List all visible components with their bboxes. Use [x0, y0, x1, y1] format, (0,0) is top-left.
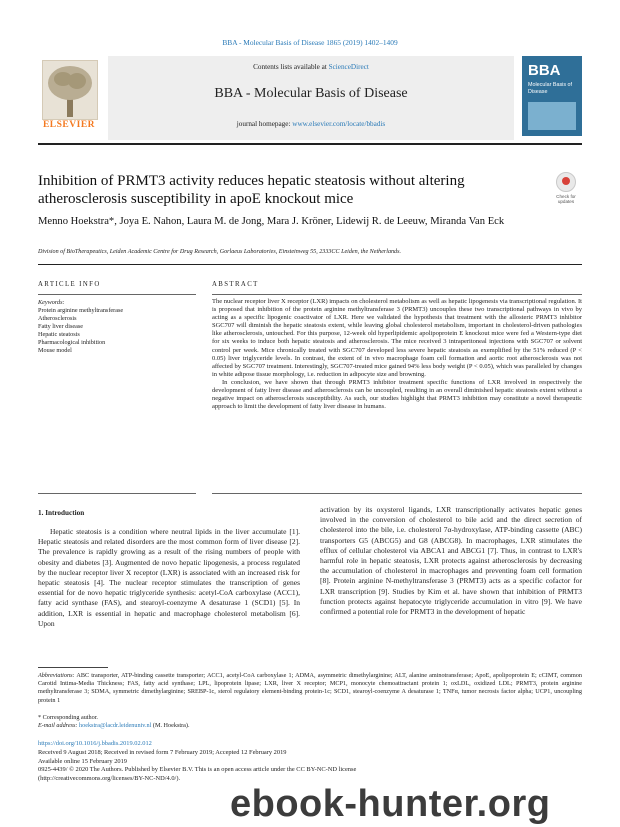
abbreviations-label: Abbreviations:: [38, 672, 75, 679]
body-column-left: Hepatic steatosis is a condition where neutral lipids in the liver accumulate [1]. Hepatic steatosis and related disorders are the most common form of liver disease [2]. The prevalence is rapidly growing as a result of the rising numbers of people with obesity and diabetes [3]. Augmented de novo hepatic lipogenesis, a process regulated by the nuclear receptor liver X receptor (LXR) is associated with an increased risk for hepatic steatosis [4]. The nuclear receptor stimulates the transcription of genes essential for de novo hepatic triglyceride synthesis: acetyl-CoA carboxylase (ACC1), fatty acid synthase (FAS), and stearoyl-coenzyme A desaturase 1 (SCD1) [5]. In addition, LXR is essential in hepatic and macrophage cholesterol metabolism [6]. Upon: [38, 527, 300, 628]
license-link[interactable]: (http://creativecommons.org/licenses/BY-NC-ND/4.0/).: [38, 774, 181, 782]
article-dates: [38, 749, 582, 783]
journal-header: [38, 56, 582, 140]
email-link[interactable]: hoekstra@lacdr.leidenuniv.nl: [79, 722, 152, 729]
abstract-bottom-rule: [212, 493, 582, 494]
abstract-paragraph: In conclusion, we have shown that through PRMT3 inhibitor treatment specific functions of LXR involved in respectively the development of fatty liver disease and atherosclerosis can be uncoupled, resulting in an overall diminished hepatic steatosis extent without a negative impact on atherosclerosis susceptibility. As such, our studies highlight that PRMT3 inhibition may constitute a novel therapeutic approach to limit the development of fatty liver disease in humans.: [212, 378, 582, 411]
abstract-heading: ABSTRACT: [212, 281, 259, 288]
homepage-line: journal homepage: www.elsevier.com/locate/bbadis: [236, 120, 386, 128]
footnote-divider: [38, 667, 108, 668]
abstract-body: [212, 298, 582, 411]
author-list: Menno Hoekstra*, Joya E. Nahon, Laura M. de Jong, Mara J. Kröner, Lidewij R. de Leeuw, Miranda Van Eck: [38, 216, 505, 227]
keyword-list: [38, 307, 198, 356]
email-suffix: (M. Hoekstra).: [151, 722, 190, 729]
section-heading: 1. Introduction: [38, 509, 85, 517]
journal-cover: [522, 56, 582, 136]
email-label: E-mail address:: [38, 722, 78, 729]
keyword-item: Protein arginine methyltransferase: [38, 307, 124, 314]
watermark: [230, 782, 610, 826]
email-note: [38, 722, 582, 730]
journal-title: BBA - Molecular Basis of Disease: [214, 86, 408, 101]
affiliation: Division of BioTherapeutics, Leiden Academic Centre for Drug Research, Gorlaeus Laboratories, Einsteinweg 55, 2333CC Leiden, the Netherlands.: [38, 249, 401, 255]
keywords-label: Keywords:: [38, 299, 65, 306]
journal-banner: [108, 56, 514, 140]
abbreviations-footnote: [38, 672, 582, 705]
check-updates-label: Check for updates: [556, 194, 576, 204]
article-info-bottom-rule: [38, 493, 196, 494]
body-column-right: activation by its oxysterol ligands, LXR transcriptionally activates hepatic genes involved in the conversion of cholesterol to bile acid and the direct secretion of cholesterol into the bile, i.e. cholesterol 7α-hydroxylase, ATP-binding cassette (ABC) transporters G5 (ABCG5) and G8 (ABCG8). In macrophages, LXR stimulates the efflux of cellular cholesterol via ABCA1 and ABCG1 [7]. Thus, in contrast to LXR's harmful role in hepatic steatosis, LXR protects against atherosclerosis by decreasing the accumulation of cholesterol in macrophages and preventing foam cell formation [8]. Protein arginine N-methyltransferase 3 (PRMT3) acts as a specific cofactor for LXR transcription [9]. Studies by Kim et al. have shown that inhibition of PRMT3 function protects against hepatocyte triglyceride accumulation in vitro [9]. We have confirmed a potential role for PRMT3 in the development of hepatic: [320, 505, 582, 617]
keyword-item: Mouse model: [38, 347, 72, 355]
elsevier-logo: [38, 60, 100, 134]
cover-image: [528, 102, 576, 130]
article-info-heading: ARTICLE INFO: [38, 281, 101, 288]
keyword-item: Atherosclerosis: [38, 315, 77, 323]
keyword-item: Pharmacological inhibition: [38, 339, 106, 347]
title-divider: [38, 264, 582, 265]
article-title: Inhibition of PRMT3 activity reduces hepatic steatosis without altering atherosclerosis susceptibility in apoE knockout mice: [38, 173, 465, 207]
cover-subtitle: Molecular Basis of Disease: [528, 82, 573, 95]
cover-title: BBA: [528, 62, 561, 79]
keyword-item: Hepatic steatosis: [38, 331, 80, 339]
article-info-rule: [38, 294, 196, 295]
contents-line: Contents lists available at ScienceDirect: [253, 63, 369, 71]
publisher-logo-text: ELSEVIER: [42, 120, 96, 130]
homepage-link[interactable]: www.elsevier.com/locate/bbadis: [292, 120, 386, 128]
keyword-item: Fatty liver disease: [38, 323, 84, 331]
corresponding-author-note: * Corresponding author.: [38, 714, 98, 721]
abstract-rule: [212, 294, 582, 295]
check-for-updates-button[interactable]: [552, 172, 580, 208]
journal-citation[interactable]: BBA - Molecular Basis of Disease 1865 (2019) 1402–1409: [222, 38, 398, 47]
abbreviations-text: ABC transporter, ATP-binding cassette transporter; ACC1, acetyl-CoA carboxylase 1; ADMA, asymmetric dimethylarginine; ALT, alanine aminotransferase; ApoE, apolipoprotein E; cCIMT, common Carotid Intima-Media Thickness; FAS, fatty acid synthase; LPL, lipoprotein lipase; LXR, liver X receptor; MCP1, monocyte chemoattractant protein 1; oxLDL, oxidized LDL; PRMT3, protein arginine methyltransferase 3; SDMA, symmetric dimethylarginine; SREBP-1c, sterol regulatory element-binding protein-1c; SCD1, stearoyl-coenzyme A desaturase 1; TNFα, tumor necrosis factor alpha; UCP1, uncoupling protein 1: [38, 672, 582, 704]
watermark-text: ebook-hunter.org: [230, 783, 551, 825]
sciencedirect-link[interactable]: ScienceDirect: [328, 63, 369, 71]
online-date: Available online 15 February 2019: [38, 757, 127, 765]
doi-link[interactable]: https://doi.org/10.1016/j.bbadis.2019.02.012: [38, 740, 152, 747]
header-divider: [38, 143, 582, 145]
received-dates: Received 9 August 2018; Received in revised form 7 February 2019; Accepted 12 February 2019: [38, 749, 287, 756]
check-updates-icon: [556, 172, 576, 192]
abstract-paragraph: The nuclear receptor liver X receptor (LXR) impacts on cholesterol metabolism as well as hepatic lipogenesis via transcriptional regulation. It is proposed that inhibition of the protein arginine methyltransferase 3 (PRMT3) uncouples these two transcriptional pathways in vivo by acting as a specific lipogenic coactivator of LXR. Here we validated the hypothesis that treatment with the allosteric PRMT3 inhibitor SGC707 will diminish the hepatic steatosis extent, while leaving global cholesterol metabolism, important in cholesterol-driven pathologies like atherosclerosis, untouched. For this purpose, 12-week old hyperlipidemic apolipoprotein E knockout mice were fed a Western-type diet for six weeks to induce both hepatic steatosis and atherosclerosis. The mice received 3 intraperitoneal injections with SGC707 or solvent control per week. Mice chronically treated with SGC707 developed less severe hepatic steatosis as exemplified by the 51% reduced (P < 0.05) liver triglyceride levels. In contrast, the extent of in vivo macrophage foam cell formation and aortic root atherosclerosis was not affected by SGC707 treatment. Interestingly, SGC707-treated mice gained 94% less body weight (P < 0.05), which was paralleled by changes in white adipose tissue morphology, i.e. reduction in adipocyte size and browning.: [212, 298, 582, 378]
tree-icon: [42, 60, 98, 120]
license-text: 0925-4439/ © 2020 The Authors. Published by Elsevier B.V. This is an open access article under the CC BY-NC-ND license: [38, 766, 357, 774]
